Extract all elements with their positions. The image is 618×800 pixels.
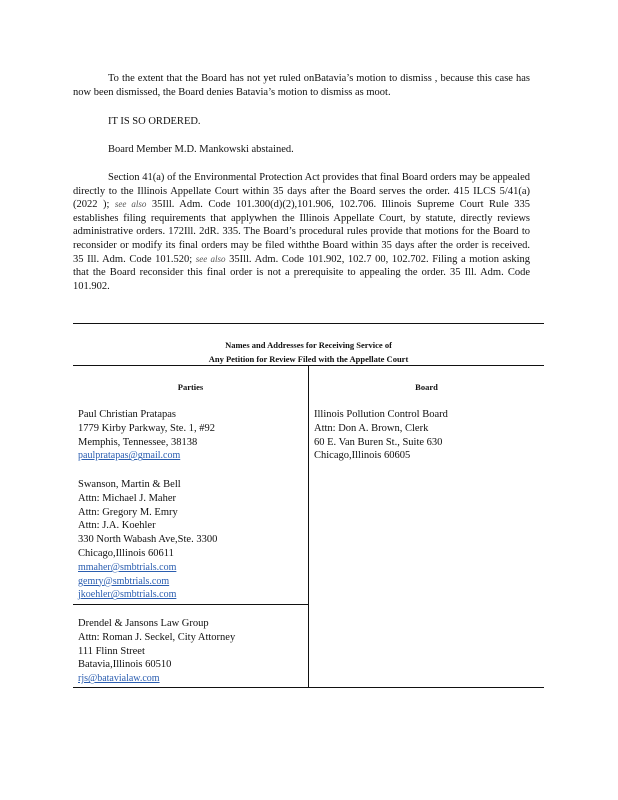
paragraph-motion-to-dismiss <box>73 72 530 99</box>
email-link[interactable]: rjs@batavialaw.com <box>78 673 160 685</box>
party-address: 330 North Wabash Ave,Ste. 3300 <box>78 534 218 546</box>
party-drendel-jansons <box>78 617 235 686</box>
paragraph-text: To the extent that the Board has not yet ruled onBatavia’s motion to dismiss , because this case has now been dismissed, the Board denies Batavia’s motion to dismiss as moot. <box>73 73 530 98</box>
paragraph-text: 35Ill. Adm. Code 101.902, 102.7 00, 102.702. Filing a motion asking that the Board reconsider this final order is not a prerequisite to appealing the order. 35 Ill. Adm. Code 101.902. <box>73 253 530 292</box>
email-link[interactable]: paulpratapas@gmail.com <box>78 450 181 462</box>
email-link[interactable]: jkoehler@smbtrials.com <box>78 589 177 601</box>
party-name: Paul Christian Pratapas <box>78 409 176 420</box>
service-table-title <box>73 338 544 366</box>
party-city: Chicago,Illinois 60611 <box>78 547 174 559</box>
party-name: Swanson, Martin & Bell <box>78 479 181 490</box>
service-table-title-line2: Any Petition for Review Filed with the Appellate Court <box>208 354 409 364</box>
paragraph-text: 35Ill. Adm. Code 101.300(d)(2),101.906, 102.706. Illinois Supreme Court Rule 335 establishes filing requirements that applywhen the Illinois Appellate Court, by statute, directly reviews administrative orders. 172Ill. 2dR. 335. The Board’s procedural rules provide that motions for the Board to reconsider or modify its final orders may be filed withthe Board within 35 days after the order is received. 35 Ill. Adm. Code 101.520; <box>73 199 531 265</box>
abstention-note: Board Member M.D. Mankowski abstained. <box>108 144 294 155</box>
paragraph-appeal-rights <box>73 171 530 293</box>
board-name: Illinois Pollution Control Board <box>314 409 448 420</box>
party-attn: Attn: Roman J. Seckel, City Attorney <box>78 631 236 643</box>
party-attn: Attn: Michael J. Maher <box>78 492 176 504</box>
party-attn: Attn: Gregory M. Emry <box>78 506 178 518</box>
column-header-parties: Parties <box>177 382 204 392</box>
paragraph-text: Section 41(a) of the Environmental Protection Act provides that final Board orders may be appealed directly to the Illinois Appellate Court within 35 days after the Board serves the order. 415 ILCS 5/41(a) (2022 ); <box>73 172 530 211</box>
party-city: Memphis, Tennessee, 38138 <box>78 436 198 448</box>
see-also-signal: see also <box>114 199 147 210</box>
service-table-title-line1: Names and Addresses for Receiving Service of <box>225 340 392 350</box>
table-bottom-border <box>73 687 544 688</box>
table-top-border <box>73 323 544 324</box>
see-also-signal: see also <box>195 253 226 264</box>
party-pratapas <box>78 408 215 463</box>
email-link[interactable]: gemry@smbtrials.com <box>78 575 170 587</box>
parties-row-divider <box>73 604 308 605</box>
board-attn: Attn: Don A. Brown, Clerk <box>314 422 429 434</box>
email-link[interactable]: mmaher@smbtrials.com <box>78 561 177 573</box>
board-address <box>314 408 448 463</box>
party-address: 1779 Kirby Parkway, Ste. 1, #92 <box>78 422 215 434</box>
party-attn: Attn: J.A. Koehler <box>78 520 156 532</box>
board-street: 60 E. Van Buren St., Suite 630 <box>314 436 443 448</box>
party-city: Batavia,Illinois 60510 <box>78 659 172 671</box>
column-header-board: Board <box>415 382 438 392</box>
board-city: Chicago,Illinois 60605 <box>314 450 411 462</box>
party-name: Drendel & Jansons Law Group <box>78 618 209 629</box>
party-swanson-martin-bell <box>78 478 217 602</box>
so-ordered: IT IS SO ORDERED. <box>108 116 201 127</box>
party-address: 111 Flinn Street <box>78 645 145 657</box>
table-column-divider <box>308 366 309 687</box>
